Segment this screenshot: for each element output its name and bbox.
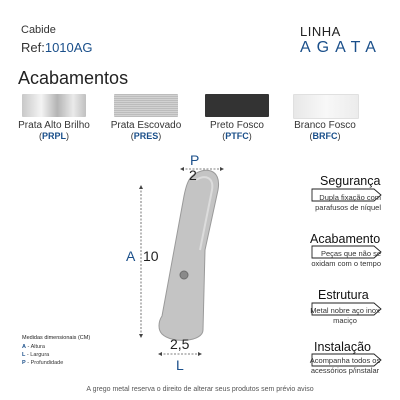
depth-letter: P xyxy=(190,152,200,168)
width-value: 2,5 xyxy=(170,336,190,352)
feature-title: Estrutura xyxy=(318,288,369,302)
feature-description: Metal nobre aço inox maciço xyxy=(310,306,380,325)
finish-name: Branco Fosco xyxy=(294,120,356,131)
finish-name: Prata Escovado xyxy=(110,120,182,131)
product-name: Cabide xyxy=(21,24,56,36)
height-value: 10 xyxy=(143,248,159,264)
finish-name: Preto Fosco xyxy=(210,120,264,131)
finish-code: (BRFC) xyxy=(309,131,341,141)
finishes-title: Acabamentos xyxy=(18,68,129,88)
depth-value: 2 xyxy=(189,167,197,183)
line-label: LINHA xyxy=(300,24,341,39)
footer-disclaimer: A grego metal reserva o direito de alterar seus produtos sem prévio aviso xyxy=(86,386,314,393)
legend-item: P - Profundidade xyxy=(22,360,64,366)
feature-title: Instalação xyxy=(314,340,371,354)
height-letter: A xyxy=(126,248,136,264)
dimensions-legend-title: Medidas dimensionais (CM) xyxy=(22,335,91,341)
finish-code: (PRES) xyxy=(130,131,162,141)
legend-item: A - Altura xyxy=(22,344,45,350)
feature-description: Dupla fixação com parafusos de níquel xyxy=(315,193,381,212)
feature-title: Segurança xyxy=(320,174,381,188)
width-letter: L xyxy=(176,357,184,373)
finish-code: (PTFC) xyxy=(222,131,252,141)
ref-label: Ref: xyxy=(21,40,45,55)
feature-description: Peças que não se oxidam com o tempo xyxy=(311,249,381,268)
hook-product-shape xyxy=(159,170,219,340)
finish-code: (PRPL) xyxy=(38,131,69,141)
feature-title: Acabamento xyxy=(310,232,381,246)
screw-hole xyxy=(180,271,188,279)
ref-code: 1010AG xyxy=(44,40,93,55)
legend-item: L - Largura xyxy=(22,352,50,358)
line-name: AGATA xyxy=(300,39,382,56)
feature-description: Acompanha todos os acessórios p/instalar xyxy=(309,356,381,375)
finish-name: Prata Alto Brilho xyxy=(18,120,90,131)
